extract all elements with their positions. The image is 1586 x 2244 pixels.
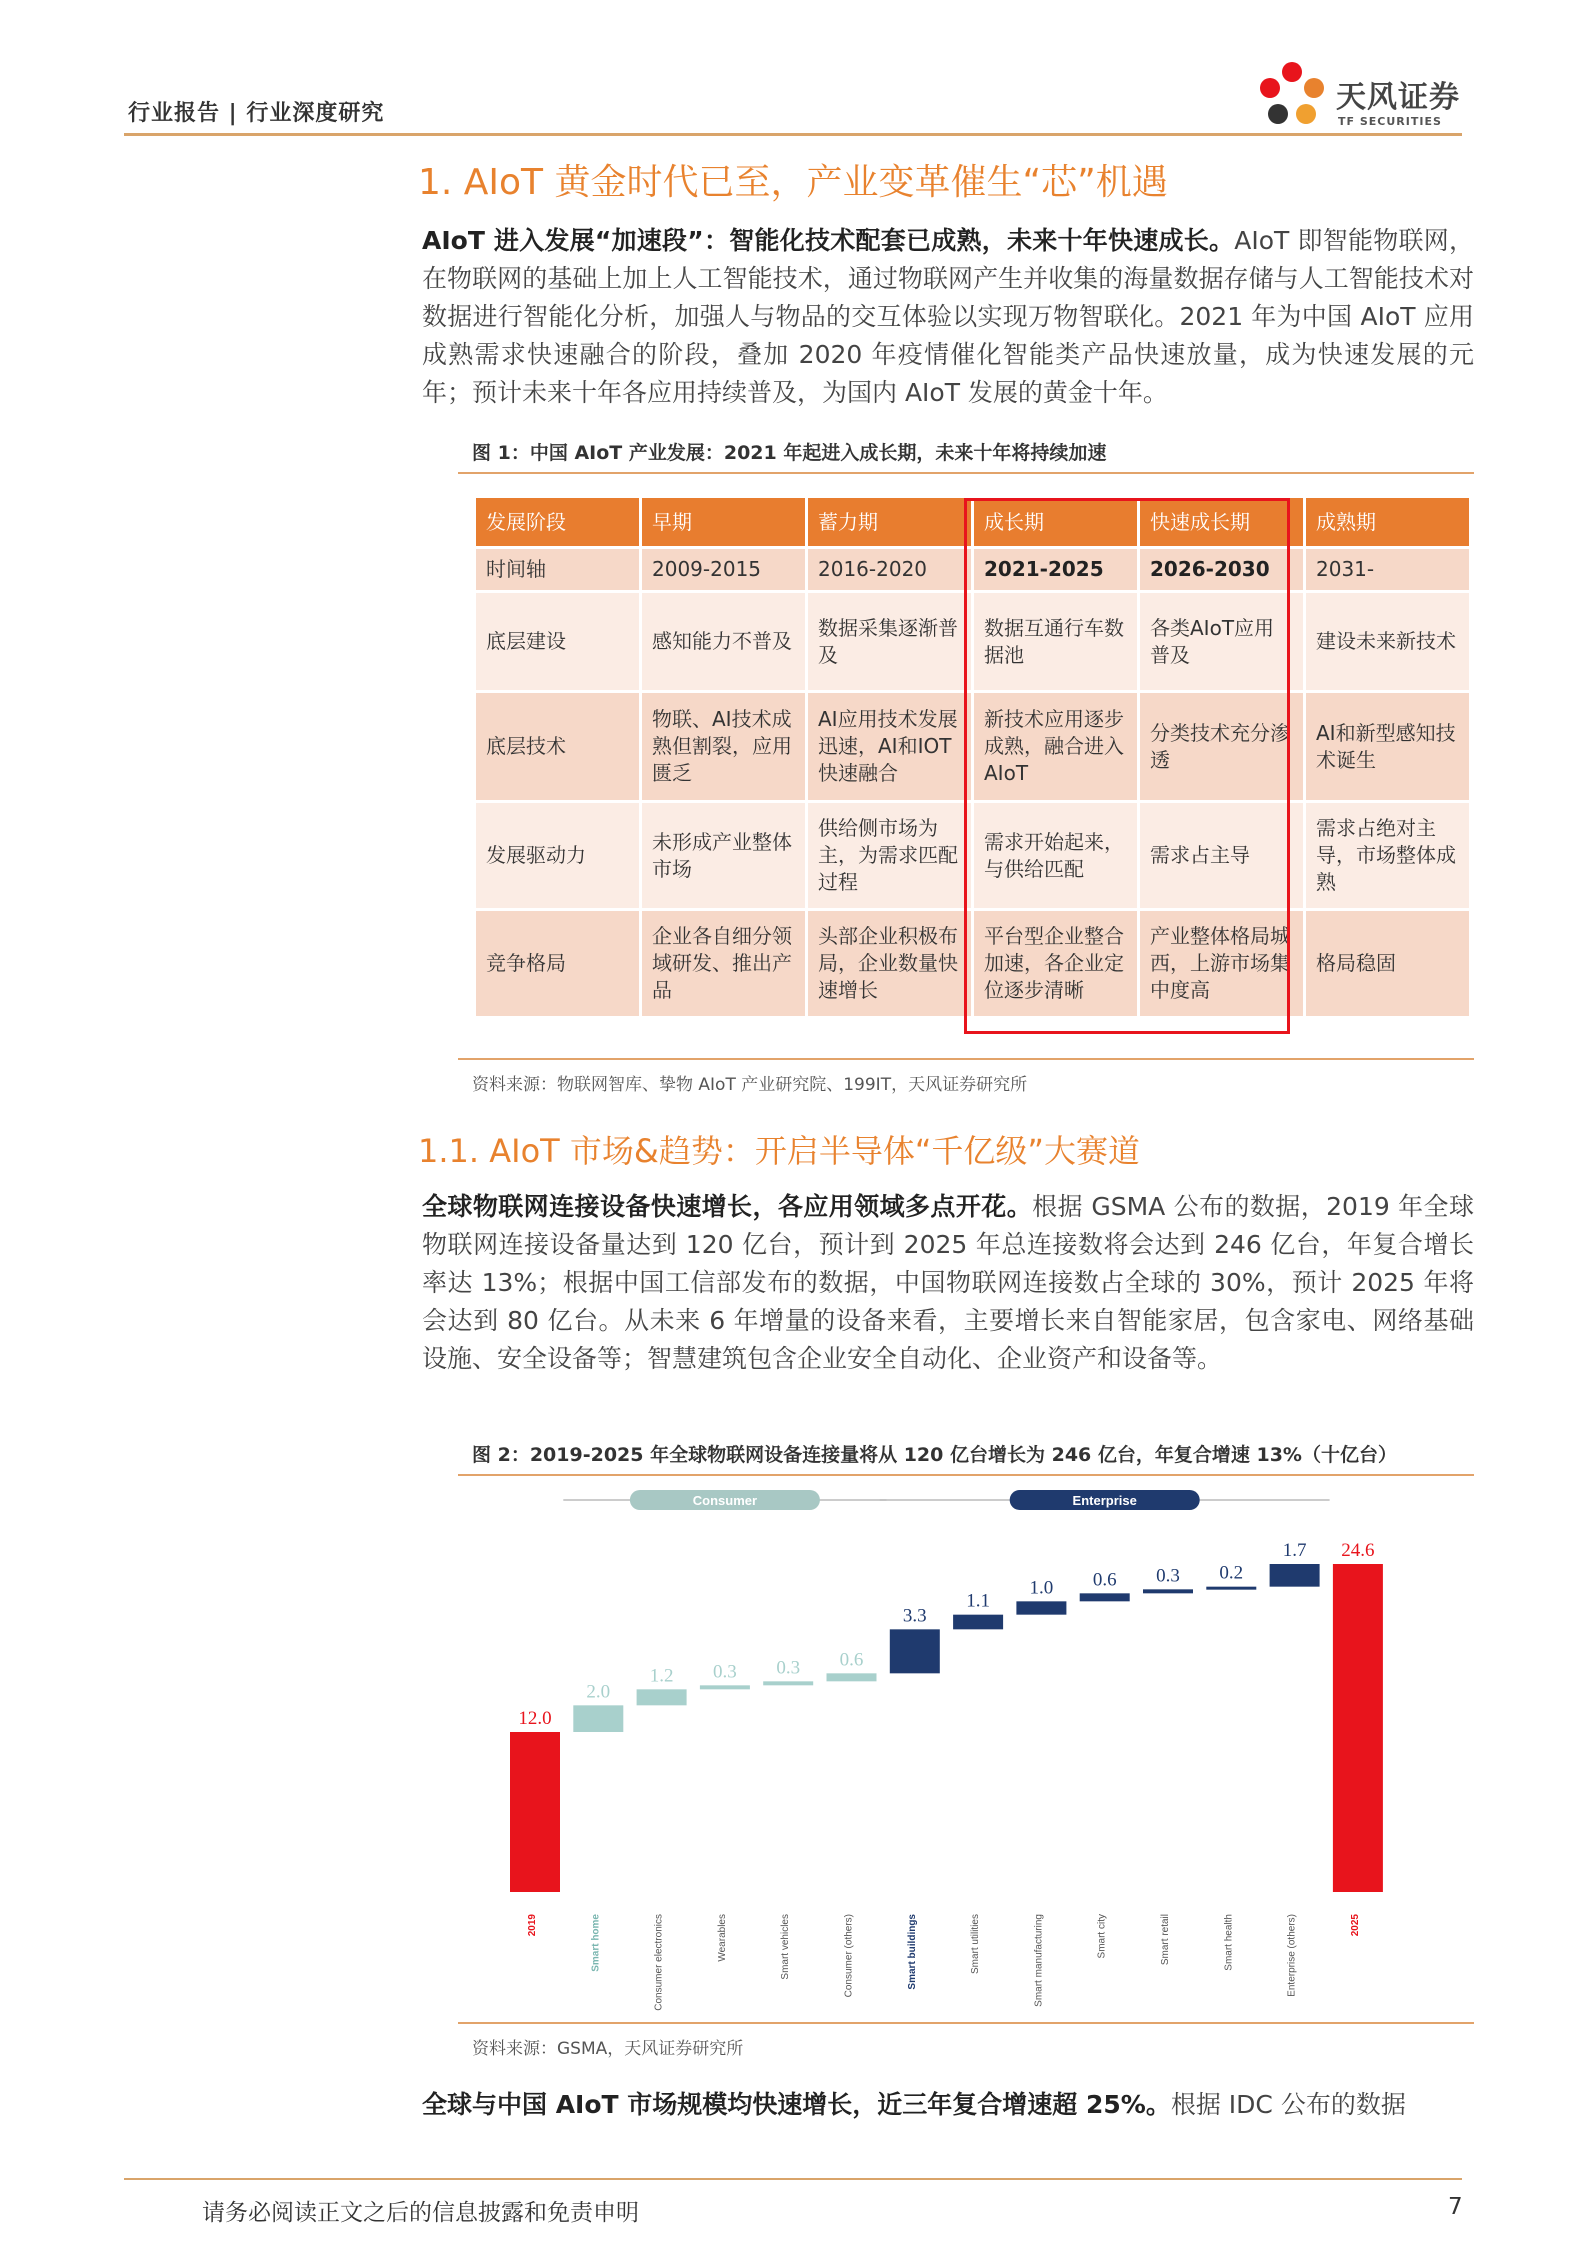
category-label: Consumer (others) xyxy=(843,1914,855,1998)
bar-value-label: 24.6 xyxy=(1341,1540,1375,1561)
category-label: Smart vehicles xyxy=(780,1914,792,1980)
iot-waterfall-chart xyxy=(458,1482,1474,2022)
logo-text-cn: 天风证券 xyxy=(1336,80,1460,115)
iot-body: 根据 GSMA 公布的数据，2019 年全球物联网连接设备量达到 120 亿台，预计到 2025 年总连接数将会达到 246 亿台，年复合增长率达 13%；根据中国工信部发布的数据，中国物联网连接数占全球的 30%，预计 2025 年将会达到 80 亿台。从未来 6 年增量的设备来看，主要增长来自智能家居，包含家电、网络基础设施、安全设备等；智慧建筑包含企业安全自动化、企业资产和设备等。 xyxy=(422,1192,1474,1373)
category-label: Smart retail xyxy=(1160,1914,1171,1966)
table-cell: 2021-2025 xyxy=(973,548,1139,592)
table-cell: 需求占主导 xyxy=(1139,802,1305,910)
market-body: 根据 IDC 公布的数据 xyxy=(1170,2090,1406,2119)
table-cell: 物联、AI技术成熟但割裂，应用匮乏 xyxy=(641,692,807,802)
table-cell: 需求开始起来，与供给匹配 xyxy=(973,802,1139,910)
table-cell: AI应用技术发展迅速，AI和IOT快速融合 xyxy=(807,692,973,802)
logo-text-en: TF SECURITIES xyxy=(1338,115,1442,128)
bar-2025 xyxy=(1333,1564,1383,1892)
section-heading: 1. AIoT 黄金时代已至，产业变革催生“芯”机遇 xyxy=(418,162,1168,203)
bar-consumer-others- xyxy=(827,1673,877,1681)
bar-value-label: 0.3 xyxy=(713,1661,737,1683)
figure-2-title: 图 2：2019-2025 年全球物联网设备连接量将从 120 亿台增长为 246 亿台，年复合增速 13%（十亿台） xyxy=(472,1444,1397,1466)
table-header-cell: 发展阶段 xyxy=(476,498,641,548)
bar-smart-health xyxy=(1206,1587,1256,1590)
intro-body: AIoT 即智能物联网，在物联网的基础上加上人工智能技术，通过物联网产生并收集的海量数据存储与人工智能技术对数据进行智能化分析，加强人与物品的交互体验以实现万物智联化。2021 年为中国 AIoT 应用成熟需求快速融合的阶段，叠加 2020 年疫情催化智能类产品快速放量，成为快速发展的元年；预计未来十年各应用持续普及，为国内 AIoT 发展的黄金十年。 xyxy=(422,226,1474,407)
table-cell: 2016-2020 xyxy=(807,548,973,592)
category-label: Smart city xyxy=(1096,1914,1108,1959)
table-cell: 时间轴 xyxy=(476,548,641,592)
disclaimer: 请务必阅读正文之后的信息披露和免责申明 xyxy=(202,2200,639,2226)
table-cell: AI和新型感知技术诞生 xyxy=(1305,692,1471,802)
table-cell: 平台型企业整合加速，各企业定位逐步清晰 xyxy=(973,910,1139,1018)
report-category: 行业报告 | 行业深度研究 xyxy=(128,101,385,126)
category-label: 2025 xyxy=(1349,1914,1361,1937)
table-cell: 2009-2015 xyxy=(641,548,807,592)
category-label: 2019 xyxy=(527,1914,538,1937)
bar-smart-utilities xyxy=(953,1615,1003,1630)
table-cell: 格局稳固 xyxy=(1305,910,1471,1018)
figure-1-top-rule xyxy=(458,472,1474,474)
figure-1-title: 图 1：中国 AIoT 产业发展：2021 年起进入成长期，未来十年将持续加速 xyxy=(472,442,1107,464)
bar-wearables xyxy=(700,1685,750,1689)
category-label: Wearables xyxy=(716,1914,728,1962)
table-cell: 企业各自细分领域研发、推出产品 xyxy=(641,910,807,1018)
table-cell: 数据采集逐渐普及 xyxy=(807,592,973,692)
category-label: Consumer electronics xyxy=(653,1914,665,2011)
table-cell: 产业整体格局城西，上游市场集中度高 xyxy=(1139,910,1305,1018)
figure-1-bottom-rule xyxy=(458,1058,1474,1060)
bar-value-label: 0.6 xyxy=(1092,1569,1117,1591)
bar-value-label: 12.0 xyxy=(518,1708,552,1729)
table-cell: 头部企业积极布局，企业数量快速增长 xyxy=(807,910,973,1018)
table-header-cell: 成熟期 xyxy=(1305,498,1471,548)
bar-smart-home xyxy=(573,1705,623,1732)
table-cell: 感知能力不普及 xyxy=(641,592,807,692)
iot-paragraph xyxy=(422,1188,1474,1378)
market-lead: 全球与中国 AIoT 市场规模均快速增长，近三年复合增速超 25%。 xyxy=(422,2090,1171,2119)
table-cell: 供给侧市场为主，为需求匹配过程 xyxy=(807,802,973,910)
bar-value-label: 0.3 xyxy=(1156,1565,1180,1587)
table-cell: 竞争格局 xyxy=(476,910,641,1018)
category-label: Smart utilities xyxy=(970,1914,982,1975)
table-cell: 新技术应用逐步成熟，融合进入AIoT xyxy=(973,692,1139,802)
table-cell: 发展驱动力 xyxy=(476,802,641,910)
table-cell: 2031- xyxy=(1305,548,1471,592)
category-label: Smart manufacturing xyxy=(1033,1914,1045,2007)
table-cell: 未形成产业整体市场 xyxy=(641,802,807,910)
bar-value-label: 1.0 xyxy=(1029,1577,1054,1599)
figure-1-source: 资料来源：物联网智库、挚物 AIoT 产业研究院、199IT，天风证券研究所 xyxy=(472,1075,1028,1095)
bar-value-label: 1.2 xyxy=(649,1665,674,1687)
bar-value-label: 2.0 xyxy=(586,1681,611,1703)
table-cell: 2026-2030 xyxy=(1139,548,1305,592)
bar-smart-buildings xyxy=(890,1629,940,1673)
bar-smart-vehicles xyxy=(763,1681,813,1685)
table-header-cell: 蓄力期 xyxy=(807,498,973,548)
figure-2-source: 资料来源：GSMA，天风证券研究所 xyxy=(472,2039,744,2059)
page-number: 7 xyxy=(1448,2194,1463,2220)
footer-divider xyxy=(124,2178,1462,2180)
intro-paragraph xyxy=(422,222,1474,412)
bar-consumer-electronics xyxy=(637,1689,687,1705)
intro-lead: AIoT 进入发展“加速段”：智能化技术配套已成熟，未来十年快速成长。 xyxy=(422,226,1235,255)
table-header-cell: 快速成长期 xyxy=(1139,498,1305,548)
enterprise-group-label: Enterprise xyxy=(1072,1493,1137,1508)
bar-value-label: 3.3 xyxy=(902,1605,927,1627)
highlight-box xyxy=(964,498,1290,1034)
bar-value-label: 0.2 xyxy=(1219,1562,1244,1584)
bar-value-label: 1.1 xyxy=(966,1590,990,1612)
market-paragraph xyxy=(422,2086,1474,2124)
bar-2019 xyxy=(510,1732,560,1892)
consumer-group-label: Consumer xyxy=(692,1493,758,1508)
table-header-cell: 早期 xyxy=(641,498,807,548)
table-cell: 底层技术 xyxy=(476,692,641,802)
table-cell: 底层建设 xyxy=(476,592,641,692)
iot-lead: 全球物联网连接设备快速增长，各应用领域多点开花。 xyxy=(422,1192,1033,1221)
figure-2-bottom-rule xyxy=(458,2022,1474,2024)
category-label: Enterprise (others) xyxy=(1286,1914,1298,1997)
bar-smart-manufacturing xyxy=(1016,1601,1066,1614)
bar-smart-retail xyxy=(1143,1589,1193,1593)
table-cell: 各类AIoT应用普及 xyxy=(1139,592,1305,692)
table-header-cell: 成长期 xyxy=(973,498,1139,548)
figure-2-top-rule xyxy=(458,1474,1474,1476)
bar-value-label: 1.7 xyxy=(1282,1540,1307,1561)
table-cell: 需求占绝对主导，市场整体成熟 xyxy=(1305,802,1471,910)
bar-value-label: 0.6 xyxy=(839,1649,864,1671)
table-cell: 数据互通行车数据池 xyxy=(973,592,1139,692)
table-cell: 分类技术充分渗透 xyxy=(1139,692,1305,802)
bar-enterprise-others- xyxy=(1270,1564,1320,1587)
category-label: Smart buildings xyxy=(906,1914,918,1990)
category-label: Smart health xyxy=(1223,1914,1235,1971)
bar-value-label: 0.3 xyxy=(776,1657,801,1679)
subsection-heading: 1.1. AIoT 市场&趋势：开启半导体“千亿级”大赛道 xyxy=(418,1132,1140,1170)
category-label: Smart home xyxy=(590,1914,602,1972)
table-cell: 建设未来新技术 xyxy=(1305,592,1471,692)
bar-smart-city xyxy=(1080,1593,1130,1601)
